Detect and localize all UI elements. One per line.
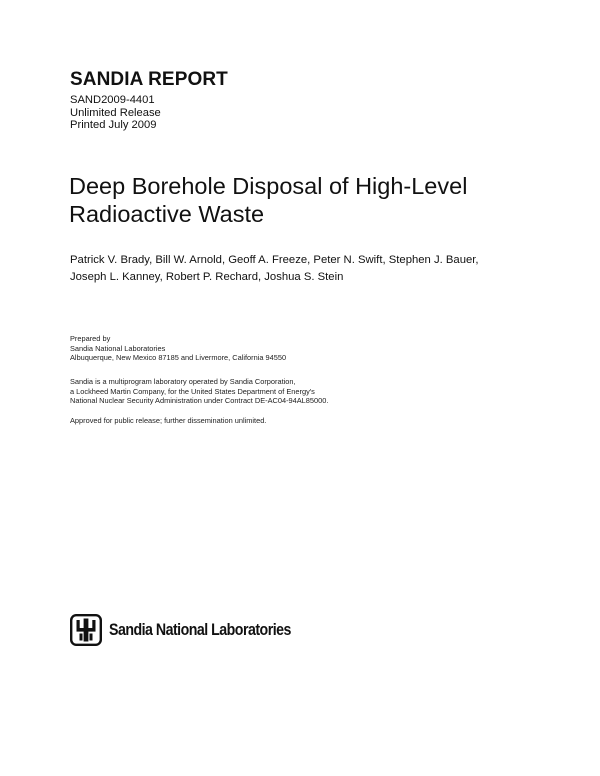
authors-line-1: Patrick V. Brady, Bill W. Arnold, Geoff A. Freeze, Peter N. Swift, Stephen J. Bauer, — [70, 254, 479, 266]
title-line-2: Radioactive Waste — [69, 201, 265, 227]
approval-text: Approved for public release; further dissemination unlimited. — [70, 416, 267, 425]
prepared-by-block — [70, 334, 286, 363]
release-status: Unlimited Release — [70, 106, 161, 119]
document-title — [69, 172, 549, 228]
sandia-logo — [70, 613, 321, 647]
prepared-line-2: Sandia National Laboratories — [70, 343, 166, 353]
contract-line-3: National Nuclear Security Administration under Contract DE-AC04-94AL85000. — [70, 396, 329, 406]
approval-statement — [70, 416, 266, 426]
prepared-line-3: Albuquerque, New Mexico 87185 and Livermore, California 94550 — [70, 353, 287, 363]
authors-line-2: Joseph L. Kanney, Robert P. Rechard, Joshua S. Stein — [70, 270, 344, 283]
sandia-logo-text: Sandia National Laboratories — [109, 620, 291, 639]
contract-line-1: Sandia is a multiprogram laboratory operated by Sandia Corporation, — [70, 377, 296, 386]
report-label: SANDIA REPORT — [70, 69, 228, 90]
title-line-1: Deep Borehole Disposal of High-Level — [69, 173, 468, 199]
prepared-line-1: Prepared by — [70, 334, 111, 343]
sandia-thunderbird-icon — [70, 614, 102, 646]
report-number: SAND2009-4401 — [70, 94, 155, 106]
contract-line-2: a Lockheed Martin Company, for the United States Department of Energy's — [70, 386, 315, 396]
report-meta — [70, 94, 161, 132]
print-date: Printed July 2009 — [70, 119, 157, 132]
author-list — [70, 252, 540, 285]
sandia-contract-note — [70, 377, 328, 406]
